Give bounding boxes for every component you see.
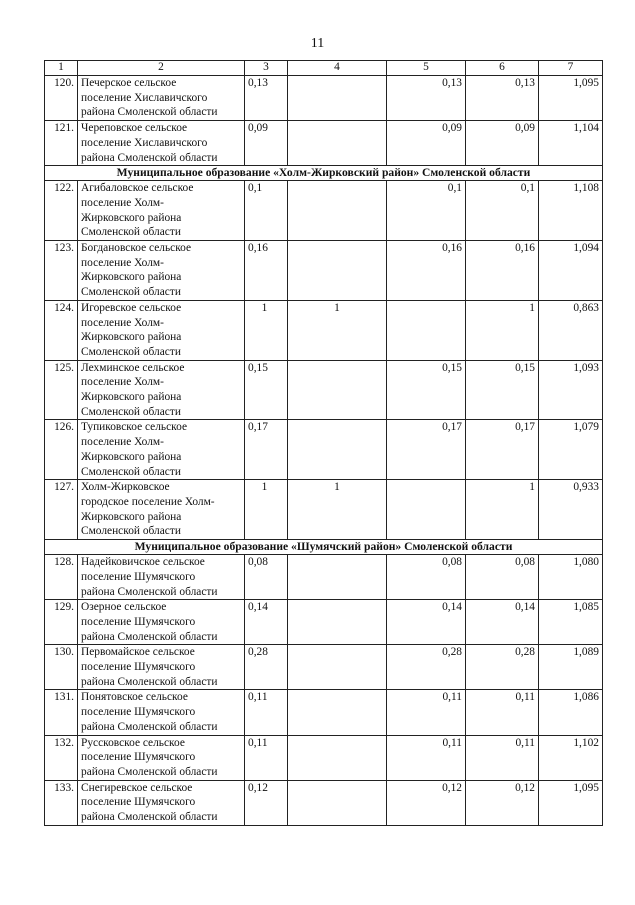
cell-col3: 0,17	[245, 420, 288, 480]
section-header-row	[45, 540, 603, 555]
table-row	[45, 360, 603, 420]
settlement-name-line: поселение Холм-	[81, 256, 164, 269]
settlement-name-line: района Смоленской области	[81, 720, 218, 733]
cell-col6: 1	[466, 300, 539, 360]
cell-col5: 0,15	[387, 360, 466, 420]
settlement-name-line: поселение Шумячского	[81, 615, 196, 628]
row-number: 126.	[45, 420, 78, 480]
cell-col6: 0,15	[466, 360, 539, 420]
row-number: 120.	[45, 76, 78, 121]
cell-col3: 0,14	[245, 600, 288, 645]
row-number: 132.	[45, 735, 78, 780]
header-row	[45, 61, 603, 76]
settlement-name	[78, 645, 245, 690]
table-body	[45, 61, 603, 826]
cell-col6: 0,17	[466, 420, 539, 480]
cell-col7: 0,933	[539, 480, 603, 540]
column-header: 4	[288, 61, 387, 76]
settlement-name-line: Смоленской области	[81, 465, 181, 478]
settlement-name-line: Жирковского района	[81, 271, 182, 284]
cell-col4	[288, 555, 387, 600]
cell-col3: 0,11	[245, 735, 288, 780]
cell-col5: 0,1	[387, 181, 466, 241]
settlement-name-line: поселение Холм-	[81, 316, 164, 329]
cell-col5: 0,28	[387, 645, 466, 690]
cell-col4	[288, 181, 387, 241]
cell-col7: 1,102	[539, 735, 603, 780]
settlement-name	[78, 181, 245, 241]
settlement-name-line: поселение Холм-	[81, 436, 164, 449]
cell-col6: 0,16	[466, 241, 539, 301]
cell-col4	[288, 690, 387, 735]
row-number: 127.	[45, 480, 78, 540]
cell-col4: 1	[288, 480, 387, 540]
cell-col5: 0,13	[387, 76, 466, 121]
settlement-name-line: района Смоленской области	[81, 630, 218, 643]
column-header: 7	[539, 61, 603, 76]
cell-col5: 0,11	[387, 690, 466, 735]
settlement-name-line: поселение Шумячского	[81, 570, 196, 583]
cell-col3: 0,12	[245, 780, 288, 825]
cell-col6: 0,28	[466, 645, 539, 690]
cell-col4	[288, 420, 387, 480]
settlement-name-line: района Смоленской области	[81, 106, 218, 119]
cell-col4	[288, 121, 387, 166]
settlement-name-line: Богдановское сельское	[81, 242, 192, 255]
settlement-name-line: района Смоленской области	[81, 585, 218, 598]
table-row	[45, 645, 603, 690]
settlement-name-line: Надейковичское сельское	[81, 556, 205, 569]
table-row	[45, 735, 603, 780]
table-row	[45, 76, 603, 121]
cell-col4	[288, 76, 387, 121]
cell-col3: 1	[245, 480, 288, 540]
table-row	[45, 600, 603, 645]
table-row	[45, 121, 603, 166]
settlement-name	[78, 480, 245, 540]
row-number: 123.	[45, 241, 78, 301]
table-row	[45, 555, 603, 600]
settlement-name-line: Череповское сельское	[81, 122, 188, 135]
settlement-name	[78, 300, 245, 360]
cell-col4	[288, 360, 387, 420]
settlement-name	[78, 360, 245, 420]
table-row	[45, 420, 603, 480]
cell-col3: 0,1	[245, 181, 288, 241]
settlement-name-line: поселение Хиславичского	[81, 136, 208, 149]
cell-col3: 0,15	[245, 360, 288, 420]
settlement-name-line: Жирковского района	[81, 331, 182, 344]
settlement-name-line: городское поселение Холм-	[81, 495, 215, 508]
settlement-name	[78, 600, 245, 645]
cell-col6: 0,08	[466, 555, 539, 600]
table-row	[45, 690, 603, 735]
cell-col3: 0,09	[245, 121, 288, 166]
section-title: Муниципальное образование «Холм-Жирковский район» Смоленской области	[45, 166, 603, 181]
settlement-name-line: поселение Шумячского	[81, 706, 196, 719]
settlement-name	[78, 241, 245, 301]
cell-col5: 0,12	[387, 780, 466, 825]
cell-col5: 0,16	[387, 241, 466, 301]
settlement-name-line: района Смоленской области	[81, 151, 218, 164]
cell-col7: 1,080	[539, 555, 603, 600]
cell-col7: 1,085	[539, 600, 603, 645]
row-number: 122.	[45, 181, 78, 241]
settlement-name-line: Холм-Жирковское	[81, 481, 170, 494]
settlement-name-line: Печерское сельское	[81, 77, 177, 89]
settlement-name-line: поселение Шумячского	[81, 661, 196, 674]
column-header: 2	[78, 61, 245, 76]
cell-col7: 1,086	[539, 690, 603, 735]
settlement-name	[78, 735, 245, 780]
settlement-name	[78, 555, 245, 600]
settlement-name-line: Смоленской области	[81, 345, 181, 358]
cell-col7: 0,863	[539, 300, 603, 360]
settlement-name-line: района Смоленской области	[81, 765, 218, 778]
cell-col7: 1,104	[539, 121, 603, 166]
settlement-name-line: Смоленской области	[81, 286, 181, 299]
cell-col7: 1,094	[539, 241, 603, 301]
row-number: 125.	[45, 360, 78, 420]
section-title: Муниципальное образование «Шумячский район» Смоленской области	[45, 540, 603, 555]
data-table	[44, 60, 603, 826]
column-header: 5	[387, 61, 466, 76]
cell-col6: 0,1	[466, 181, 539, 241]
cell-col3: 0,11	[245, 690, 288, 735]
row-number: 121.	[45, 121, 78, 166]
table-row	[45, 300, 603, 360]
cell-col3: 0,16	[245, 241, 288, 301]
cell-col3: 1	[245, 300, 288, 360]
settlement-name-line: поселение Холм-	[81, 196, 164, 209]
cell-col5: 0,17	[387, 420, 466, 480]
row-number: 130.	[45, 645, 78, 690]
cell-col3: 0,13	[245, 76, 288, 121]
section-header-row	[45, 166, 603, 181]
row-number: 131.	[45, 690, 78, 735]
settlement-name-line: Смоленской области	[81, 405, 181, 418]
table-row	[45, 780, 603, 825]
row-number: 124.	[45, 300, 78, 360]
cell-col5	[387, 300, 466, 360]
cell-col4	[288, 780, 387, 825]
row-number: 129.	[45, 600, 78, 645]
settlement-name-line: района Смоленской области	[81, 811, 218, 824]
cell-col4	[288, 600, 387, 645]
page-number: 11	[310, 36, 325, 51]
cell-col7: 1,079	[539, 420, 603, 480]
cell-col5: 0,11	[387, 735, 466, 780]
column-header: 1	[45, 61, 78, 76]
cell-col3: 0,08	[245, 555, 288, 600]
cell-col5	[387, 480, 466, 540]
cell-col6: 0,12	[466, 780, 539, 825]
cell-col6: 0,11	[466, 690, 539, 735]
table-row	[45, 480, 603, 540]
cell-col4: 1	[288, 300, 387, 360]
cell-col7: 1,089	[539, 645, 603, 690]
cell-col5: 0,14	[387, 600, 466, 645]
settlement-name-line: Жирковского района	[81, 211, 182, 224]
table-row	[45, 241, 603, 301]
settlement-name-line: Снегиревское сельское	[81, 781, 193, 794]
settlement-name-line: поселение Холм-	[81, 376, 164, 389]
cell-col6: 0,13	[466, 76, 539, 121]
table-row	[45, 181, 603, 241]
settlement-name-line: Игоревское сельское	[81, 301, 182, 314]
cell-col7: 1,095	[539, 780, 603, 825]
settlement-name	[78, 76, 245, 121]
settlement-name-line: поселение Шумячского	[81, 751, 196, 764]
settlement-name	[78, 420, 245, 480]
row-number: 128.	[45, 555, 78, 600]
cell-col6: 0,11	[466, 735, 539, 780]
settlement-name	[78, 780, 245, 825]
settlement-name-line: Агибаловское сельское	[81, 182, 194, 195]
column-header: 6	[466, 61, 539, 76]
cell-col7: 1,093	[539, 360, 603, 420]
settlement-name-line: района Смоленской области	[81, 675, 218, 688]
cell-col6: 0,09	[466, 121, 539, 166]
settlement-name	[78, 121, 245, 166]
settlement-name-line: Понятовское сельское	[81, 691, 188, 704]
settlement-name-line: поселение Шумячского	[81, 796, 196, 809]
cell-col7: 1,108	[539, 181, 603, 241]
row-number: 133.	[45, 780, 78, 825]
cell-col3: 0,28	[245, 645, 288, 690]
cell-col6: 0,14	[466, 600, 539, 645]
settlement-name-line: Смоленской области	[81, 525, 181, 538]
settlement-name-line: Смоленской области	[81, 226, 181, 239]
cell-col4	[288, 645, 387, 690]
cell-col5: 0,09	[387, 121, 466, 166]
cell-col4	[288, 735, 387, 780]
settlement-name-line: Жирковского района	[81, 510, 182, 523]
settlement-name-line: Озерное сельское	[81, 601, 167, 614]
settlement-name-line: Жирковского района	[81, 391, 182, 404]
settlement-name-line: поселение Хиславичского	[81, 91, 208, 104]
settlement-name-line: Жирковского района	[81, 450, 182, 463]
settlement-name-line: Лехминское сельское	[81, 361, 185, 374]
settlement-name-line: Руссковское сельское	[81, 736, 185, 749]
cell-col4	[288, 241, 387, 301]
cell-col5: 0,08	[387, 555, 466, 600]
settlement-name-line: Тупиковское сельское	[81, 421, 188, 434]
cell-col6: 1	[466, 480, 539, 540]
settlement-name-line: Первомайское сельское	[81, 646, 195, 659]
column-header: 3	[245, 61, 288, 76]
settlement-name	[78, 690, 245, 735]
cell-col7: 1,095	[539, 76, 603, 121]
